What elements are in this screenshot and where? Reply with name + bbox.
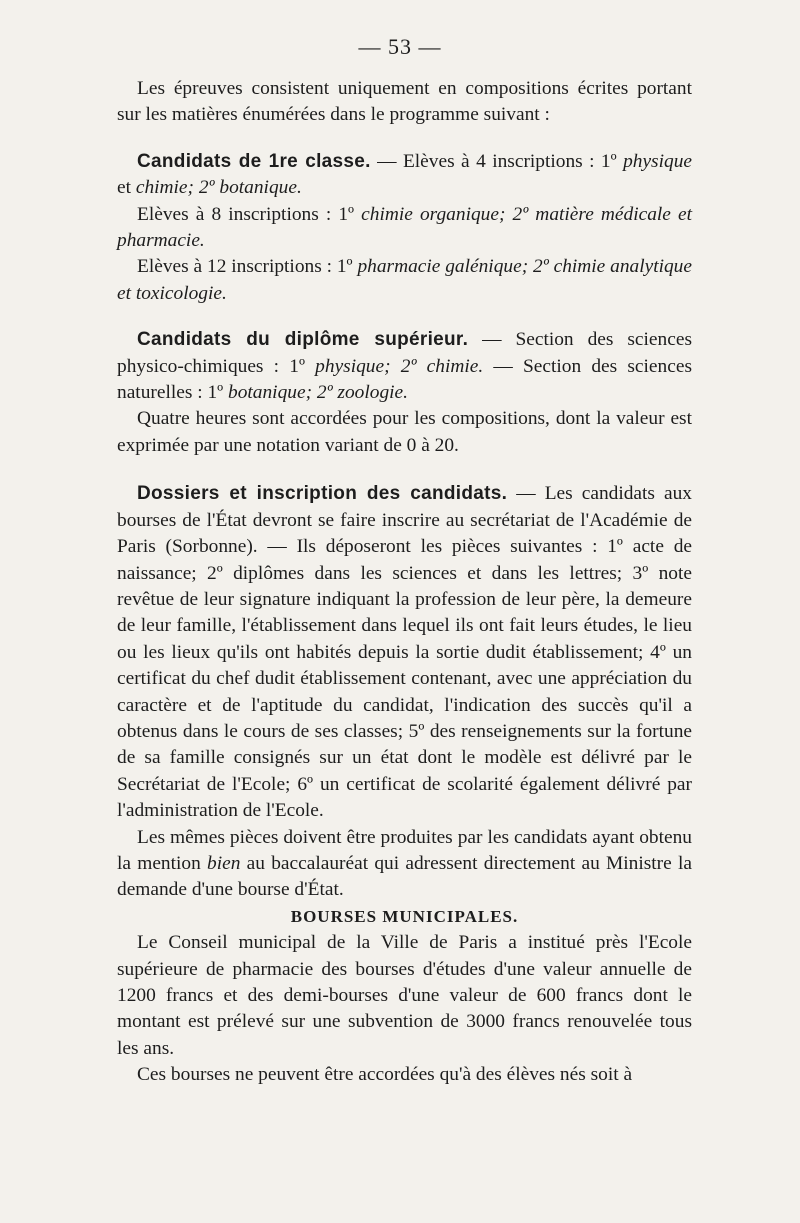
page-body xyxy=(117,76,692,1089)
eleves-12-paragraph: Elèves à 12 inscriptions : 1º pharmacie galénique; 2º chimie analytique et toxicologie. xyxy=(117,256,692,304)
page-number: — 53 — xyxy=(358,34,442,59)
dossiers-heading: Dossiers et inscription des candidats. xyxy=(137,483,508,505)
intro-paragraph: Les épreuves consistent uniquement en compositions écrites portant sur les matières énumérées dans le programme suivant : xyxy=(117,78,692,126)
candidats-1re-paragraph: Candidats de 1re classe. — Elèves à 4 inscriptions : 1º physique et chimie; 2º botanique. xyxy=(117,150,692,199)
candidats-1re-heading: Candidats de 1re classe. xyxy=(137,150,371,172)
section-title: BOURSES MUNICIPALES. xyxy=(290,906,519,926)
diplome-heading: Candidats du diplôme supérieur. xyxy=(137,329,469,351)
dossiers-paragraph: Dossiers et inscription des candidats. — Les candidats aux bourses de l'État devront se faire inscrire au secrétariat de l'Académie de Paris (Sorbonne). — Ils déposeront les pièces suivantes : 1º acte de naissance; 2º diplômes dans les sciences et dans les lettres; 3º note revêtue de leur signature indiquant la profession de leur père, la demeure de leur famille, l'établissement dans lequel ils ont fait leurs études, le lieu ou les lieux qu'ils ont habités depuis la sortie dudit établissement; 4º un certificat du chef dudit établissement contenant, avec une appréciation du caractère et de l'aptitude du candidat, l'indication des succès qu'il a obtenus dans le cours de ses classes; 5º des renseignements sur la fortune de sa famille consignés sur un état dont le modèle est délivré par le Secrétariat de l'Ecole; 6º un certificat de scolarité également délivré par l'administration de l'Ecole. xyxy=(117,483,692,822)
diplome-paragraph: Candidats du diplôme supérieur. — Section des sciences physico-chimiques : 1º physique; 2º chimie. — Section des sciences naturelles : 1º botanique; 2º zoologie. xyxy=(117,329,692,404)
municipales-paragraph: Le Conseil municipal de la Ville de Paris a institué près l'Ecole supérieure de pharmacie des bourses d'études d'une valeur annuelle de 1200 francs et des demi-bourses d'une valeur de 600 francs dont le montant est prélevé sur une subvention de 3000 francs renouvelée tous les ans. xyxy=(117,932,692,1059)
pieces-paragraph: Les mêmes pièces doivent être produites par les candidats ayant obtenu la mention bien au baccalauréat qui adressent directement au Ministre la demande d'une bourse d'État. xyxy=(117,826,692,901)
conditions-paragraph: Ces bourses ne peuvent être accordées qu'à des élèves nés soit à xyxy=(137,1064,633,1086)
notation-paragraph: Quatre heures sont accordées pour les compositions, dont la valeur est exprimée par une notation variant de 0 à 20. xyxy=(117,408,692,456)
eleves-8-paragraph: Elèves à 8 inscriptions : 1º chimie organique; 2º matière médicale et pharmacie. xyxy=(117,203,693,252)
